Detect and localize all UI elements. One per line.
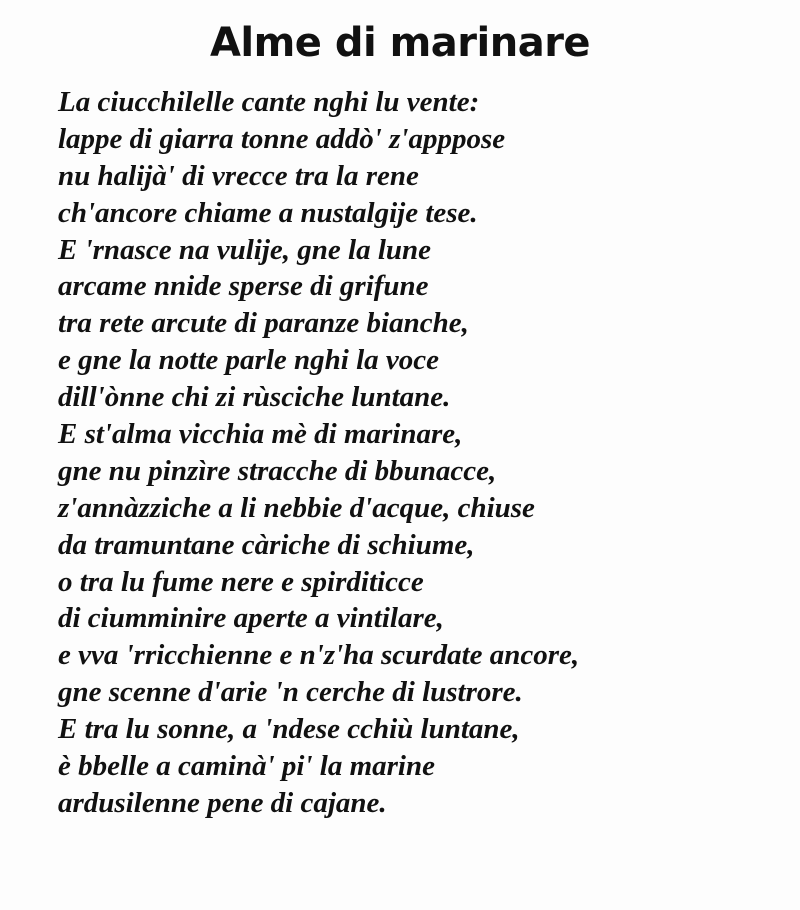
poem-line: z'annàzziche a li nebbie d'acque, chiuse <box>58 491 535 524</box>
poem-line: dill'ònne chi zi rùsciche luntane. <box>58 381 451 414</box>
poem-line: gne nu pinzìre stracche di bbunacce, <box>58 454 497 487</box>
poem-body <box>58 84 788 822</box>
poem-line: E 'rnasce na vulije, gne la lune <box>58 233 432 266</box>
poem-line: tra rete arcute di paranze bianche, <box>58 307 469 340</box>
poem-line: arcame nnide sperse di grifune <box>58 270 429 303</box>
poem-line: gne scenne d'arie 'n cerche di lustrore. <box>58 676 523 709</box>
poem-line: e vva 'rricchienne e n'z'ha scurdate ancore, <box>58 639 580 672</box>
poem-line: è bbelle a caminà' pi' la marine <box>58 750 435 783</box>
poem-line: e gne la notte parle nghi la voce <box>58 344 439 377</box>
poem-line: E st'alma vicchia mè di marinare, <box>58 418 463 451</box>
poem-line: lappe di giarra tonne addò' z'apppose <box>58 122 506 155</box>
poem-line: ardusilenne pene di cajane. <box>58 786 387 819</box>
poem-title: Alme di marinare <box>209 20 591 66</box>
poem-line: da tramuntane càriche di schiume, <box>58 528 475 561</box>
poem-line: La ciucchilelle cante nghi lu vente: <box>58 86 480 118</box>
poem-line: ch'ancore chiame a nustalgije tese. <box>58 196 478 229</box>
poem-line: E tra lu sonne, a 'ndese cchiù luntane, <box>58 713 520 746</box>
poem-line: nu halijà' di vrecce tra la rene <box>58 159 419 192</box>
poem-line: o tra lu fume nere e spirditicce <box>58 565 424 598</box>
poem-line: di ciumminire aperte a vintilare, <box>58 602 444 635</box>
